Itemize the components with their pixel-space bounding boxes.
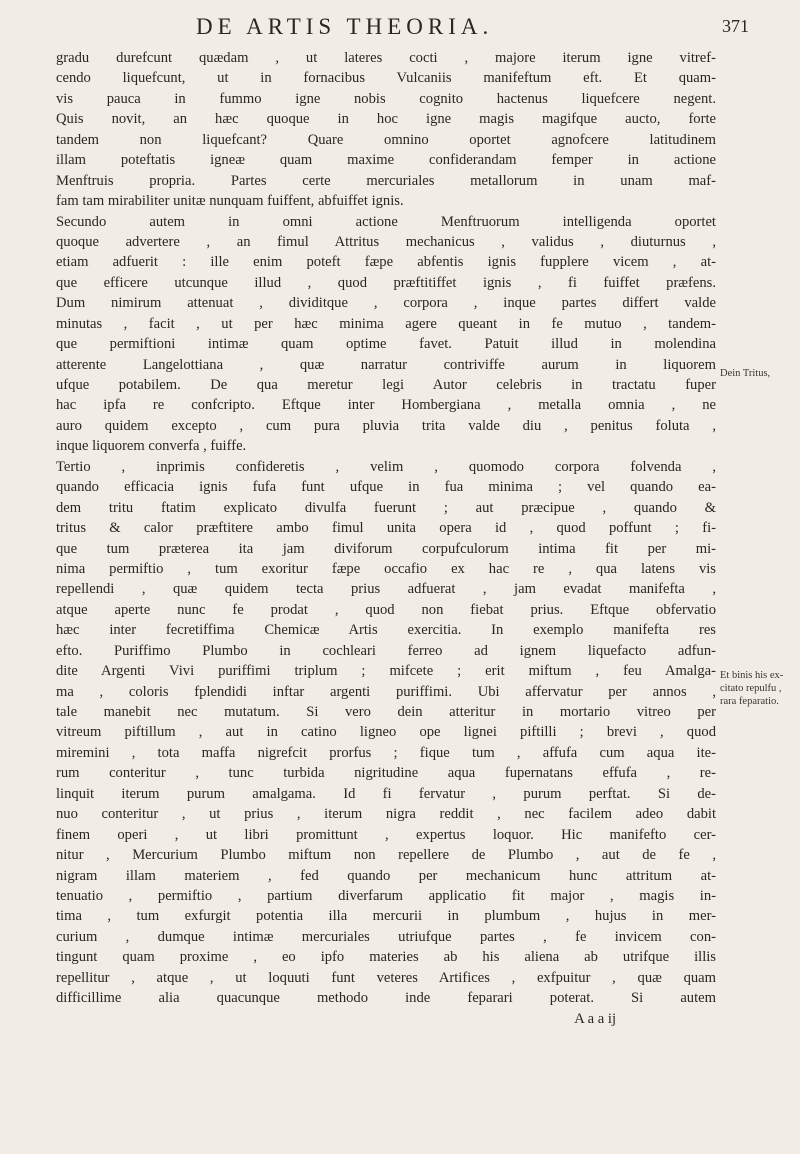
text-line: hac ipfa re confcripto. Eftque inter Hombergiana , metalla omnia , ne (56, 397, 716, 414)
margin-note: Et binis his ex-citato repulfu , rara feparatio. (720, 670, 784, 707)
text-line: illam poteftatis igneæ quam maxime confiderandam femper in actione (56, 152, 716, 169)
text-line: tima , tum exfurgit potentia illa mercurii in plumbum , hujus in mer- (56, 908, 716, 925)
text-line: difficillime alia quacunque methodo inde feparari poterat. Si autem (56, 990, 716, 1007)
text-line: nigram illam materiem , fed quando per mechanicum hunc attritum at- (56, 867, 716, 884)
text-line: finem operi , ut libri promittunt , expertus loquor. Hic manifefto cer- (56, 826, 716, 843)
text-line: tritus & calor præftitere ambo fimul unita opera id , quod poffunt ; fi- (56, 520, 716, 537)
text-line: vis pauca in fummo igne nobis cognito hactenus liquefcere negent. (56, 90, 716, 107)
text-line: curium , dumque intimæ mercuriales utriufque partes , fe invicem con- (56, 928, 716, 945)
text-line: tenuatio , permiftio , partium diverfarum applicatio fit major , magis in- (56, 887, 716, 904)
text-line: que permiftioni intimæ quam optime favet. Patuit illud in molendina (56, 336, 716, 353)
text-line: minutas , facit , ut per hæc minima agere queant in fe mutuo , tandem- (56, 315, 716, 332)
text-line: atterente Langelottiana , quæ narratur contriviffe aurum in liquorem (56, 356, 716, 373)
text-line: tale manebit nec mutatum. Si vero dein atteritur in mortario vitreo per (56, 704, 716, 720)
text-line: tingunt quam proxime , eo ipfo materies ab his aliena ab utrifque illis (56, 949, 716, 966)
text-line: inque liquorem converfa , fuiffe. (56, 438, 247, 455)
text-line: dem tritu ftatim explicato divulfa fuerunt ; aut præcipue , quando & (56, 499, 716, 516)
main-text (56, 48, 716, 1029)
text-line: efto. Puriffimo Plumbo in cochleari ferreo ad ignem liquefacto adfun- (56, 642, 716, 659)
text-line: Secundo autem in omni actione Menftruorum intelligenda oportet (56, 213, 716, 230)
text-line: gradu durefcunt quædam , ut lateres cocti , majore iterum igne vitref- (56, 50, 716, 66)
text-line: ma , coloris fplendidi inftar argenti puriffimi. Ubi affervatur per annos , (56, 683, 716, 700)
text-line: vitreum piftillum , aut in catino ligneo ope lignei piftilli ; brevi , quod (56, 724, 716, 741)
text-line: repellendi , quæ quidem tecta prius adfuerat , jam evadat manifefta , (56, 581, 716, 598)
text-line: cendo liquefcunt, ut in fornacibus Vulcaniis manifeftum eft. Et quam- (56, 70, 716, 87)
text-line: linquit iterum purum amalgama. Id fi fervatur , purum perftat. Si de- (56, 785, 716, 802)
text-line: auro quidem excepto , cum pura pluvia trita valde diu , penitus foluta , (56, 417, 716, 434)
text-line: tandem non liquefcant? Quare omnino oportet agnofcere latitudinem (56, 131, 716, 148)
text-line: quando efficacia ignis fufa funt ufque in fua minima ; vel quando ea- (56, 479, 716, 496)
text-line: Quis novit, an hæc quoque in hoc igne magis magifque aucto, forte (56, 111, 716, 128)
text-line: nima permiftio , tum exoritur fæpe occafio ex hac re , qua latens vis (56, 560, 716, 577)
page-header (0, 14, 800, 48)
running-title: DE ARTIS THEORIA. (196, 14, 494, 39)
text-line: fam tam mirabiliter unitæ nunquam fuiffent, abfuiffet ignis. (56, 193, 404, 210)
text-line: Menftruis propria. Partes certe mercuriales metallorum in unam maf- (56, 172, 716, 189)
text-line: atque aperte nunc fe prodat , quod non fiebat prius. Eftque obfervatio (56, 601, 716, 618)
text-line: Dum nimirum attenuat , dividitque , corpora , inque partes differt valde (56, 295, 716, 312)
text-line: nuo conteritur , ut prius , iterum nigra reddit , nec facilem adeo dabit (56, 806, 716, 823)
text-line: rum conteritur , tunc turbida nigritudine aqua fupernatans effufa , re- (56, 765, 716, 782)
text-line: ufque potabilem. De qua meretur legi Autor celebris in tractatu fuper (56, 377, 716, 393)
text-line: miremini , tota maffa nigrefcit prorfus ; fique tum , affufa cum aqua ite- (56, 744, 716, 761)
text-line: Tertio , inprimis confideretis , velim , quomodo corpora folvenda , (56, 458, 716, 475)
page-number: 371 (722, 16, 749, 36)
text-line: quoque advertere , an fimul Attritus mechanicus , validus , diuturnus , (56, 233, 716, 250)
text-line: repellitur , atque , ut loquuti funt veteres Artifices , exfpuitur , quæ quam (56, 969, 716, 986)
text-line: dite Argenti Vivi puriffimi triplum ; mifcete ; erit miftum , feu Amalga- (56, 663, 716, 680)
text-line: nitur , Mercurium Plumbo miftum non repellere de Plumbo , aut de fe , (56, 847, 716, 864)
text-line: que tum præterea ita jam diviforum corpufculorum intima fit per mi- (56, 540, 716, 557)
text-line: etiam adfuerit : ille enim poteft fæpe abfentis ignis fupplere vicem , at- (56, 254, 716, 271)
margin-note: Dein Tritus, (720, 368, 771, 379)
text-line: hæc inter fecretiffima Chemicæ Artis exercitia. In exemplo manifefta res (56, 622, 716, 639)
catchword: A a a ij (574, 1010, 616, 1027)
text-line: que efficere utcunque illud , quod præftitiffet ignis , fi fuiffet præfens. (56, 274, 716, 291)
